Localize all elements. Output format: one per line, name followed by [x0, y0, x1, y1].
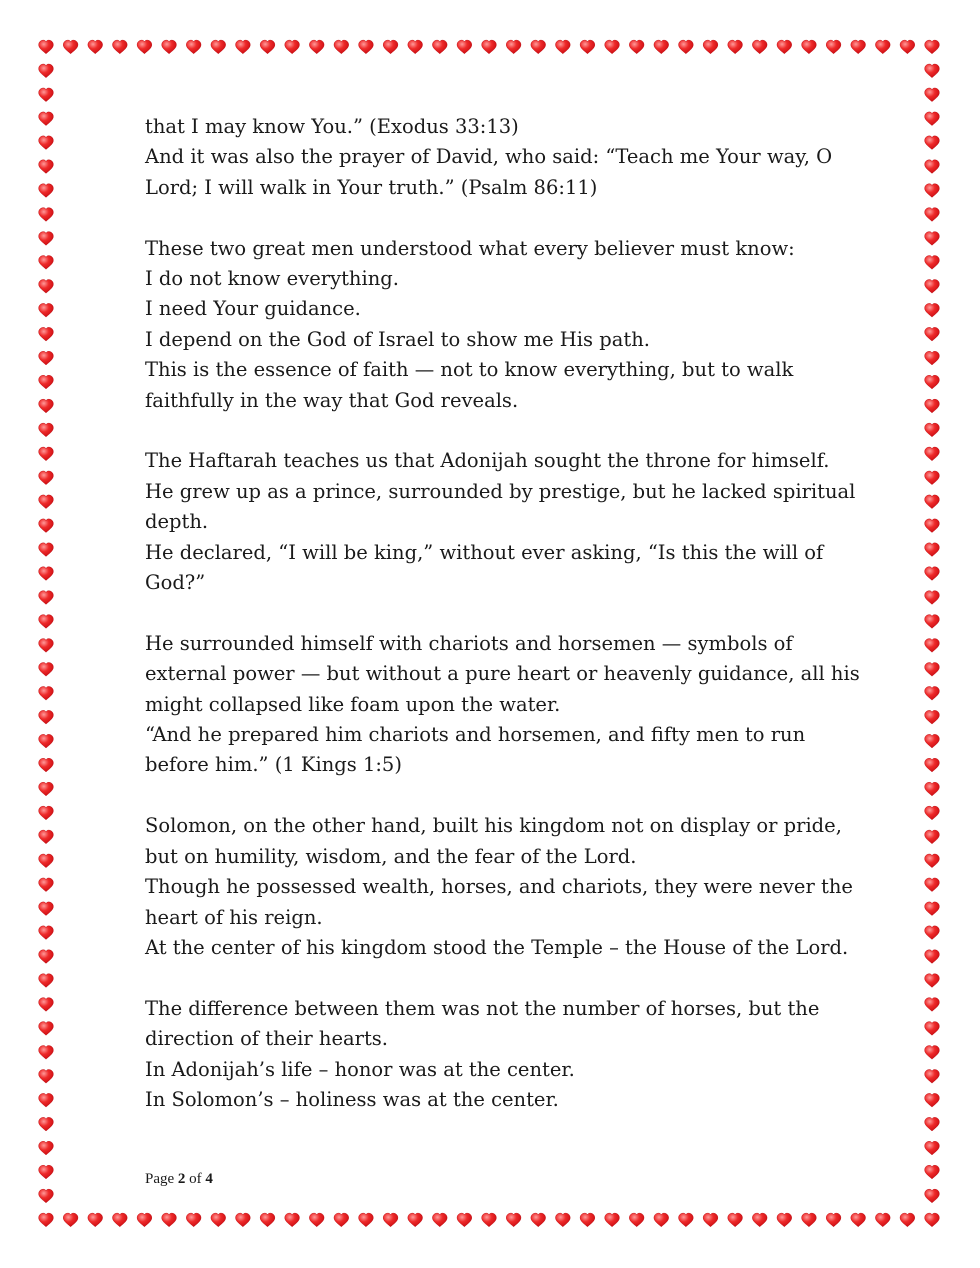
paragraph-haftarah	[145, 446, 865, 598]
heart-icon	[39, 375, 54, 389]
heart-icon	[162, 40, 177, 54]
heart-icon	[580, 1213, 595, 1227]
heart-icon	[383, 1213, 398, 1227]
heart-icon	[925, 184, 940, 198]
heart-icon	[383, 40, 398, 54]
heart-icon	[900, 40, 915, 54]
text-line: I do not know everything.	[145, 267, 399, 291]
heart-icon	[925, 519, 940, 533]
heart-icon	[555, 1213, 570, 1227]
heart-icon	[703, 1213, 718, 1227]
text-line: He declared, “I will be king,” without ever asking, “Is this the will of	[145, 540, 824, 564]
heart-icon	[851, 40, 866, 54]
heart-icon	[580, 40, 595, 54]
heart-icon	[925, 40, 940, 54]
paragraph-two-great-men	[145, 234, 865, 416]
heart-icon	[925, 902, 940, 916]
heart-icon	[334, 40, 349, 54]
text-line: “And he prepared him chariots and horsemen, and fifty men to run	[145, 723, 806, 747]
heart-icon	[654, 1213, 669, 1227]
heart-icon	[925, 639, 940, 653]
heart-icon	[506, 1213, 521, 1227]
heart-icon	[408, 1213, 423, 1227]
heart-icon	[39, 64, 54, 78]
heart-icon	[39, 591, 54, 605]
heart-icon	[39, 615, 54, 629]
heart-icon	[925, 327, 940, 341]
heart-icon	[39, 136, 54, 150]
heart-icon	[39, 1141, 54, 1155]
heart-icon	[925, 1117, 940, 1131]
heart-icon	[925, 998, 940, 1012]
heart-icon	[39, 782, 54, 796]
heart-icon	[605, 40, 620, 54]
heart-icon	[39, 256, 54, 270]
heart-icon	[63, 40, 78, 54]
heart-icon	[555, 40, 570, 54]
heart-icon	[137, 40, 152, 54]
text-line: He grew up as a prince, surrounded by prestige, but he lacked spiritual	[145, 479, 856, 503]
heart-icon	[925, 950, 940, 964]
heart-icon	[925, 351, 940, 365]
heart-icon	[432, 1213, 447, 1227]
heart-icon	[629, 1213, 644, 1227]
heart-icon	[629, 40, 644, 54]
heart-icon	[39, 998, 54, 1012]
heart-icon	[39, 471, 54, 485]
heart-icon	[39, 1046, 54, 1060]
text-line: I depend on the God of Israel to show me His path.	[145, 327, 650, 351]
current-page-number: 2	[177, 1171, 186, 1187]
heart-icon	[728, 40, 743, 54]
heart-icon	[531, 40, 546, 54]
text-line: He surrounded himself with chariots and horsemen — symbols of	[145, 631, 793, 655]
heart-icon	[39, 686, 54, 700]
heart-icon	[236, 1213, 251, 1227]
heart-icon	[925, 1046, 940, 1060]
text-line: direction of their hearts.	[145, 1027, 389, 1051]
heart-icon	[925, 830, 940, 844]
heart-icon	[211, 40, 226, 54]
text-line: that I may know You.” (Exodus 33:13)	[145, 115, 519, 138]
heart-icon	[39, 40, 54, 54]
heart-icon	[925, 758, 940, 772]
heart-icon	[39, 663, 54, 677]
text-line: external power — but without a pure heart or heavenly guidance, all his	[145, 662, 860, 686]
heart-icon	[39, 399, 54, 413]
paragraph-solomon	[145, 811, 865, 963]
heart-icon	[457, 1213, 472, 1227]
text-line: depth.	[145, 510, 209, 534]
heart-icon	[39, 926, 54, 940]
heart-icon	[39, 854, 54, 868]
heart-icon	[925, 160, 940, 174]
heart-icon	[925, 303, 940, 317]
heart-icon	[39, 495, 54, 509]
heart-icon	[39, 112, 54, 126]
heart-icon	[925, 878, 940, 892]
heart-icon	[39, 279, 54, 293]
heart-icon	[728, 1213, 743, 1227]
heart-icon	[39, 423, 54, 437]
heart-icon	[39, 1117, 54, 1131]
heart-icon	[925, 663, 940, 677]
heart-icon	[39, 950, 54, 964]
heart-icon	[777, 40, 792, 54]
heart-icon	[605, 1213, 620, 1227]
heart-icon	[703, 40, 718, 54]
heart-icon	[408, 40, 423, 54]
heart-icon	[752, 40, 767, 54]
heart-icon	[925, 974, 940, 988]
heart-icon	[112, 1213, 127, 1227]
text-line: heart of his reign.	[145, 905, 323, 929]
text-line: And it was also the prayer of David, who said: “Teach me Your way, O	[145, 145, 833, 169]
heart-icon	[236, 40, 251, 54]
heart-icon	[39, 184, 54, 198]
heart-icon	[285, 40, 300, 54]
text-line: faithfully in the way that God reveals.	[145, 388, 519, 412]
heart-icon	[39, 88, 54, 102]
heart-icon	[777, 1213, 792, 1227]
heart-icon	[506, 40, 521, 54]
heart-icon	[39, 208, 54, 222]
heart-icon	[925, 615, 940, 629]
heart-icon	[186, 40, 201, 54]
heart-icon	[925, 1022, 940, 1036]
heart-icon	[925, 686, 940, 700]
heart-icon	[457, 40, 472, 54]
of-word: of	[189, 1171, 202, 1187]
heart-icon	[162, 1213, 177, 1227]
heart-icon	[39, 303, 54, 317]
heart-icon	[654, 40, 669, 54]
heart-icon	[925, 1213, 940, 1227]
heart-icon	[88, 40, 103, 54]
heart-icon	[925, 591, 940, 605]
heart-icon	[260, 1213, 275, 1227]
heart-icon	[186, 1213, 201, 1227]
heart-icon	[39, 902, 54, 916]
heart-icon	[925, 112, 940, 126]
text-line: before him.” (1 Kings 1:5)	[145, 753, 402, 777]
text-line: Though he possessed wealth, horses, and chariots, they were never the	[145, 875, 853, 899]
text-line: The Haftarah teaches us that Adonijah sought the throne for himself.	[145, 449, 830, 473]
heart-icon	[925, 1141, 940, 1155]
paragraph-exodus-psalm	[145, 112, 865, 203]
text-line: Solomon, on the other hand, built his kingdom not on display or pride,	[145, 814, 842, 838]
heart-icon	[925, 399, 940, 413]
heart-icon	[925, 136, 940, 150]
heart-icon	[39, 639, 54, 653]
heart-icon	[925, 471, 940, 485]
heart-icon	[531, 1213, 546, 1227]
text-line: These two great men understood what every believer must know:	[145, 236, 795, 260]
heart-icon	[39, 1213, 54, 1227]
heart-icon	[875, 1213, 890, 1227]
paragraph-difference	[145, 994, 865, 1116]
heart-icon	[211, 1213, 226, 1227]
heart-icon	[39, 351, 54, 365]
heart-icon	[285, 1213, 300, 1227]
heart-icon	[63, 1213, 78, 1227]
heart-icon	[137, 1213, 152, 1227]
heart-icon	[334, 1213, 349, 1227]
heart-icon	[925, 88, 940, 102]
heart-icon	[925, 1069, 940, 1083]
text-line: In Adonijah’s life – honor was at the center.	[145, 1057, 575, 1081]
heart-icon	[39, 878, 54, 892]
heart-icon	[39, 734, 54, 748]
text-line: At the center of his kingdom stood the Temple – the House of the Lord.	[145, 935, 849, 959]
text-line: This is the essence of faith — not to know everything, but to walk	[145, 358, 794, 382]
heart-icon	[88, 1213, 103, 1227]
text-line: I need Your guidance.	[145, 297, 361, 321]
heart-icon	[925, 447, 940, 461]
heart-icon	[39, 543, 54, 557]
heart-icon	[925, 782, 940, 796]
heart-icon	[925, 567, 940, 581]
heart-icon	[432, 40, 447, 54]
heart-icon	[925, 423, 940, 437]
heart-icon	[925, 926, 940, 940]
heart-icon	[39, 160, 54, 174]
total-pages-number: 4	[205, 1171, 213, 1187]
heart-icon	[39, 806, 54, 820]
heart-icon	[826, 1213, 841, 1227]
page-number-footer	[145, 1171, 213, 1188]
heart-icon	[925, 279, 940, 293]
heart-icon	[925, 256, 940, 270]
heart-icon	[39, 519, 54, 533]
heart-icon	[39, 974, 54, 988]
text-line: but on humility, wisdom, and the fear of the Lord.	[145, 844, 637, 868]
heart-icon	[925, 232, 940, 246]
heart-icon	[826, 40, 841, 54]
heart-icon	[925, 375, 940, 389]
text-line: might collapsed like foam upon the water.	[145, 692, 561, 716]
paragraph-chariots	[145, 629, 865, 781]
heart-icon	[925, 854, 940, 868]
heart-icon	[679, 40, 694, 54]
text-line: Lord; I will walk in Your truth.” (Psalm 86:11)	[145, 175, 598, 199]
heart-icon	[900, 1213, 915, 1227]
heart-icon	[679, 1213, 694, 1227]
heart-icon	[875, 40, 890, 54]
heart-icon	[39, 1093, 54, 1107]
heart-icon	[359, 40, 374, 54]
heart-icon	[112, 40, 127, 54]
page-body	[145, 112, 865, 1146]
heart-icon	[925, 208, 940, 222]
heart-icon	[39, 1069, 54, 1083]
heart-icon	[39, 758, 54, 772]
heart-icon	[39, 1165, 54, 1179]
heart-icon	[925, 806, 940, 820]
heart-icon	[925, 495, 940, 509]
heart-icon	[39, 567, 54, 581]
heart-icon	[802, 40, 817, 54]
heart-icon	[925, 1189, 940, 1203]
text-line: In Solomon’s – holiness was at the center.	[145, 1087, 559, 1111]
heart-icon	[309, 40, 324, 54]
heart-icon	[260, 40, 275, 54]
text-line: The difference between them was not the number of horses, but the	[145, 996, 820, 1020]
heart-icon	[925, 1165, 940, 1179]
heart-icon	[925, 734, 940, 748]
heart-icon	[39, 447, 54, 461]
heart-icon	[359, 1213, 374, 1227]
heart-icon	[925, 543, 940, 557]
heart-icon	[39, 830, 54, 844]
heart-icon	[925, 1093, 940, 1107]
text-line: God?”	[145, 571, 206, 595]
heart-icon	[925, 64, 940, 78]
heart-icon	[39, 1022, 54, 1036]
page-word: Page	[145, 1171, 175, 1187]
heart-icon	[482, 40, 497, 54]
heart-icon	[925, 710, 940, 724]
heart-icon	[309, 1213, 324, 1227]
heart-icon	[39, 232, 54, 246]
heart-icon	[802, 1213, 817, 1227]
heart-icon	[39, 327, 54, 341]
heart-icon	[752, 1213, 767, 1227]
heart-icon	[482, 1213, 497, 1227]
heart-icon	[39, 1189, 54, 1203]
heart-icon	[851, 1213, 866, 1227]
heart-icon	[39, 710, 54, 724]
